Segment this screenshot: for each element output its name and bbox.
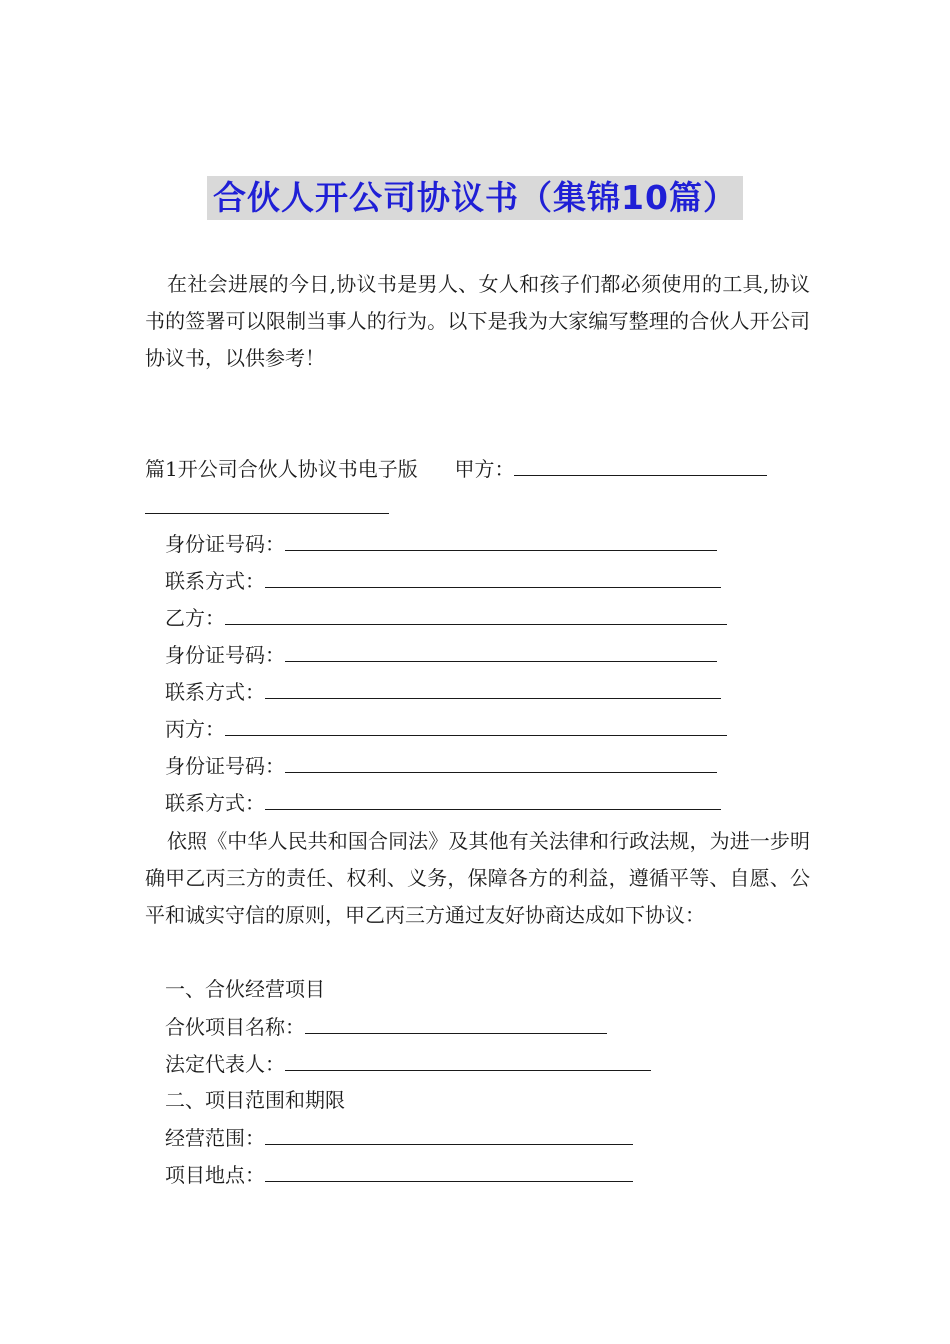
id-number-label: 身份证号码： bbox=[165, 643, 285, 667]
field-line bbox=[165, 1013, 607, 1040]
field-blank bbox=[265, 1124, 633, 1145]
field-blank bbox=[265, 678, 721, 699]
section-two-heading: 二、项目范围和期限 bbox=[165, 1088, 345, 1112]
field-blank bbox=[265, 1161, 633, 1182]
contact-label: 联系方式： bbox=[165, 791, 265, 815]
party-a-label: 甲方： bbox=[454, 457, 515, 481]
field-blank bbox=[285, 1050, 651, 1071]
field-blank bbox=[265, 567, 721, 588]
agreement-paragraph: 依照《中华人民共和国合同法》及其他有关法律和行政法规，为进一步明确甲乙丙三方的责任、权利、义务，保障各方的利益，遵循平等、自愿、公平和诚实守信的原则，甲乙丙三方通过友好协商达成如下协议： bbox=[145, 829, 810, 927]
field-line bbox=[165, 1124, 633, 1151]
field-line bbox=[165, 678, 721, 705]
field-line bbox=[165, 715, 727, 742]
scope-label: 经营范围： bbox=[165, 1126, 265, 1150]
field-blank bbox=[285, 752, 717, 773]
field-line bbox=[165, 604, 727, 631]
field-line bbox=[165, 752, 717, 779]
field-line bbox=[165, 641, 717, 668]
field-blank bbox=[265, 789, 721, 810]
project-name-label: 合伙项目名称： bbox=[165, 1015, 305, 1039]
location-label: 项目地点： bbox=[165, 1163, 265, 1187]
party-a-blank-continued bbox=[145, 513, 389, 514]
id-number-label: 身份证号码： bbox=[165, 754, 285, 778]
contact-label: 联系方式： bbox=[165, 569, 265, 593]
section-heading: 篇1开公司合伙人协议书电子版 bbox=[145, 457, 418, 481]
section-heading-line bbox=[145, 455, 767, 482]
field-blank bbox=[285, 530, 717, 551]
section-one-heading: 一、合伙经营项目 bbox=[165, 977, 325, 1001]
field-blank bbox=[305, 1013, 607, 1034]
party-a-blank bbox=[514, 455, 767, 476]
field-line bbox=[165, 1050, 651, 1077]
id-number-label: 身份证号码： bbox=[165, 532, 285, 556]
field-line bbox=[165, 789, 721, 816]
field-line bbox=[165, 530, 717, 557]
field-line bbox=[165, 1161, 633, 1188]
document-title: 合伙人开公司协议书（集锦10篇） bbox=[207, 176, 743, 220]
party-b-label: 乙方： bbox=[165, 606, 225, 630]
intro-paragraph: 在社会进展的今日,协议书是男人、女人和孩子们都必须使用的工具,协议书的签署可以限制当事人的行为。以下是我为大家编写整理的合伙人开公司协议书，以供参考！ bbox=[145, 272, 810, 370]
contact-label: 联系方式： bbox=[165, 680, 265, 704]
party-c-label: 丙方： bbox=[165, 717, 225, 741]
field-line bbox=[165, 567, 721, 594]
field-blank bbox=[225, 604, 727, 625]
field-blank bbox=[225, 715, 727, 736]
legal-rep-label: 法定代表人： bbox=[165, 1052, 285, 1076]
field-blank bbox=[285, 641, 717, 662]
